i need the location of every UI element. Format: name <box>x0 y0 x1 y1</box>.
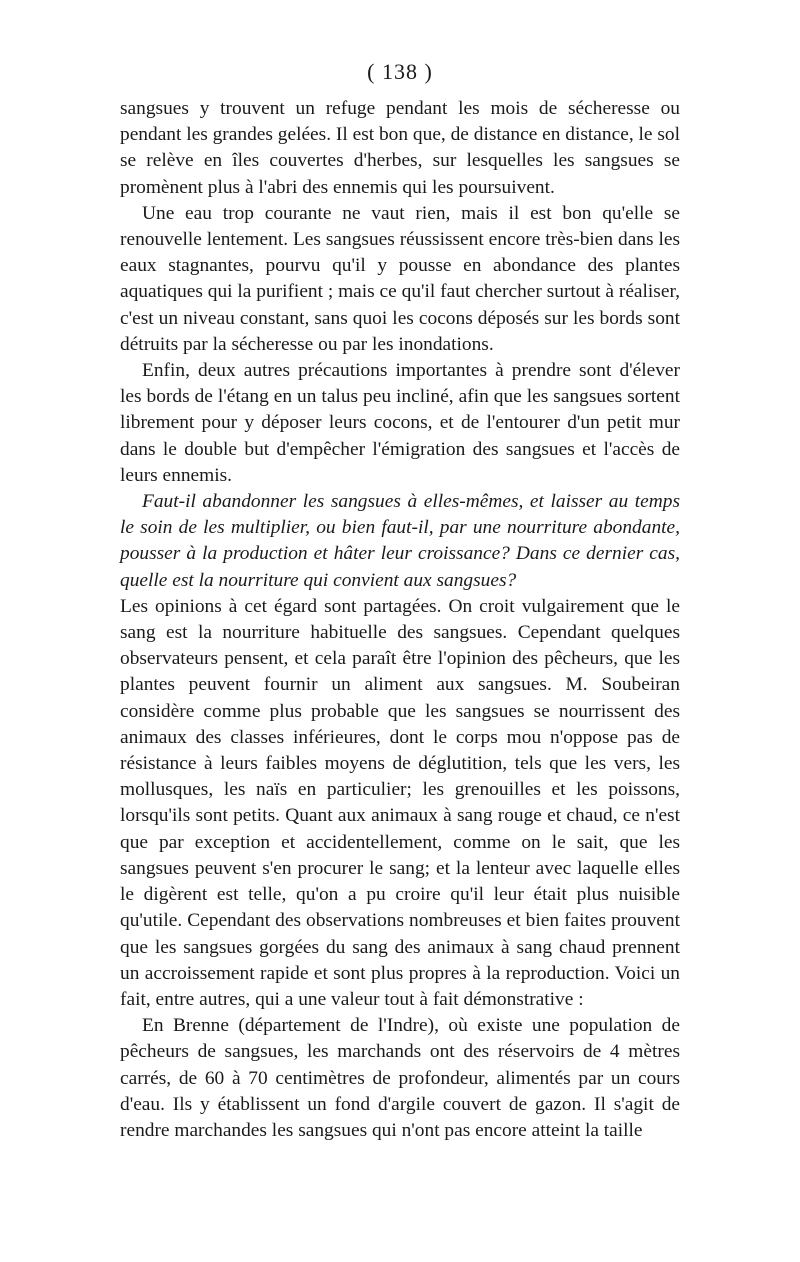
paragraph-precautions: Enfin, deux autres précautions importantes à prendre sont d'élever les bords de l'étang en un talus peu incliné, afin que les sangsues sortent librement pour y déposer leurs cocons, et de l'entourer d'un petit mur dans le double but d'empêcher l'émigration des sangsues et l'accès de leurs ennemis. <box>120 360 680 486</box>
paragraph-opinions: Les opinions à cet égard sont partagées. On croit vulgairement que le sang est la nourriture habituelle des sangsues. Cependant quelques observateurs pensent, et cela paraît être l'opinion des pêcheurs, que les plantes peuvent fournir un aliment aux sangsues. M. Soubeiran considère comme plus probable que les sangsues se nourrissent des animaux des classes inférieures, dont le corps mou n'oppose pas de résistance à leurs faibles moyens de déglutition, tels que les vers, les mollusques, les naïs en particulier; les grenouilles et les poissons, lorsqu'ils sont petits. Quant aux animaux à sang rouge et chaud, ce n'est que par exception et accidentellement, comme on le sait, que les sangsues peuvent s'en procurer le sang; et la lenteur avec laquelle elles le digèrent est telle, qu'on a pu croire qu'il leur était plus nuisible qu'utile. Cependant des observations nombreuses et bien faites prouvent que les sangsues gorgées du sang des animaux à sang chaud prennent un accroissement rapide et sont plus propres à la reproduction. Voici un fait, entre autres, qui a une valeur tout à fait démonstrative : <box>120 595 680 1010</box>
paragraph-brenne: En Brenne (département de l'Indre), où existe une population de pêcheurs de sangsues, les marchands ont des réservoirs de 4 mètres carrés, de 60 à 70 centimètres de profondeur, alimentés par un cours d'eau. Ils y établissent un fond d'argile couvert de gazon. Il s'agit de rendre marchandes les sangsues qui n'ont pas encore atteint la taille <box>120 1015 680 1141</box>
paragraph-water-renewal: Une eau trop courante ne vaut rien, mais il est bon qu'elle se renouvelle lentement. Les sangsues réussissent encore très-bien dans les eaux stagnantes, pourvu qu'il y pousse en abondance des plantes aquatiques qui la purifient ; mais ce qu'il faut chercher surtout à réaliser, c'est un niveau constant, sans quoi les cocons déposés sur les bords sont détruits par la sécheresse ou par les inondations. <box>120 202 680 355</box>
document-page <box>120 58 680 1144</box>
page-number: ( 138 ) <box>367 59 433 84</box>
paragraph-continued: sangsues y trouvent un refuge pendant les mois de sécheresse ou pendant les grandes gelées. Il est bon que, de distance en distance, le sol se relève en îles couvertes d'herbes, sur lesquelles les sangsues se promènent plus à l'abri des ennemis qui les poursuivent. <box>120 98 680 198</box>
paragraph-question-italic: Faut-il abandonner les sangsues à elles-mêmes, et laisser au temps le soin de les multiplier, ou bien faut-il, par une nourriture abondante, pousser à la production et hâter leur croissance? Dans ce dernier cas, quelle est la nourriture qui convient aux sangsues? <box>120 491 680 591</box>
